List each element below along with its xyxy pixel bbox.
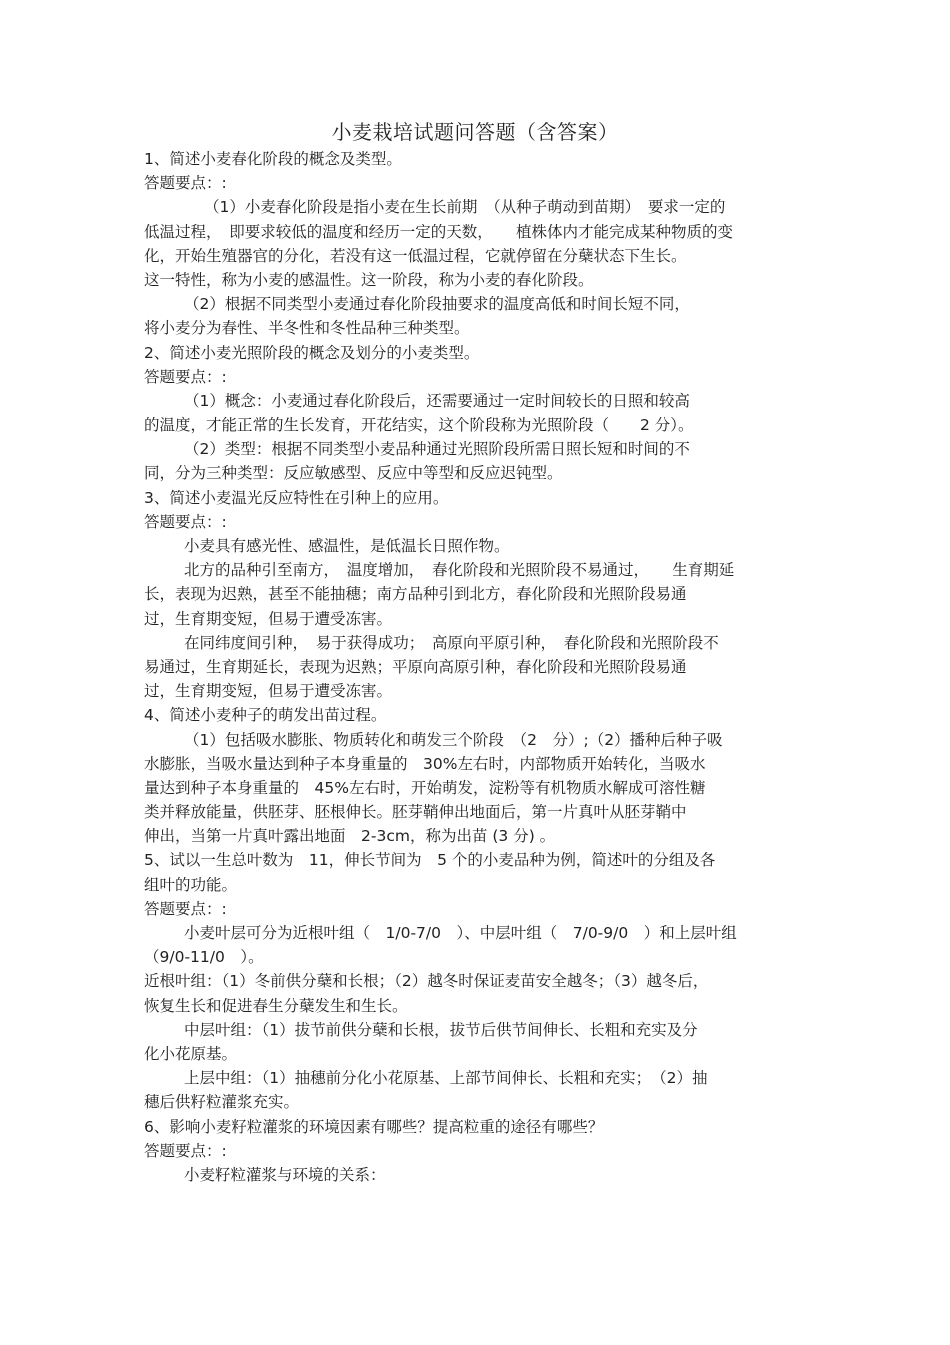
text-line: 答题要点：: bbox=[144, 367, 227, 386]
text-line: 答题要点：: bbox=[144, 174, 227, 193]
text-line: 答题要点：: bbox=[144, 512, 227, 531]
text-line: 水膨胀，当吸水量达到种子本身重量的 30%左右时，内部物质开始转化，当吸水 bbox=[144, 754, 706, 773]
text-line: 1、简述小麦春化阶段的概念及类型。 bbox=[144, 150, 402, 168]
text-line: 将小麦分为春性、半冬性和冬性品种三种类型。 bbox=[144, 319, 470, 338]
text-line: 6、影响小麦籽粒灌浆的环境因素有哪些？提高粒重的途径有哪些？ bbox=[144, 1117, 604, 1136]
text-line: 易通过，生育期延长，表现为迟熟；平原向高原引种，春化阶段和光照阶段易通 bbox=[144, 657, 687, 676]
text-line: 3、简述小麦温光反应特性在引种上的应用。 bbox=[144, 488, 449, 507]
text-line: 这一特性，称为小麦的感温性。这一阶段，称为小麦的春化阶段。 bbox=[144, 270, 594, 289]
text-line: 4、简述小麦种子的萌发出苗过程。 bbox=[144, 706, 387, 725]
text-line: （1）包括吸水膨胀、物质转化和萌发三个阶段 （2 分）;（2）播种后种子吸 bbox=[184, 730, 723, 749]
text-line: 类并释放能量，供胚芽、胚根伸长。胚芽鞘伸出地面后，第一片真叶从胚芽鞘中 bbox=[144, 803, 687, 822]
text-line: 组叶的功能。 bbox=[144, 875, 238, 894]
text-line: 伸出，当第一片真叶露出地面 2-3cm，称为出苗 (3 分) 。 bbox=[144, 827, 556, 846]
text-line: 答题要点：: bbox=[144, 1141, 227, 1160]
document-title: 小麦栽培试题问答题（含答案） bbox=[331, 120, 619, 144]
text-line: （2）类型：根据不同类型小麦品种通过光照阶段所需日照长短和时间的不 bbox=[184, 440, 690, 459]
text-line: 化小花原基。 bbox=[144, 1044, 238, 1063]
text-line: 在同纬度间引种， 易于获得成功； 高原向平原引种， 春化阶段和光照阶段不 bbox=[184, 633, 719, 652]
text-line: 同，分为三种类型：反应敏感型、反应中等型和反应迟钝型。 bbox=[144, 464, 563, 483]
text-line: 中层叶组：（1）拔节前供分蘖和长根，拔节后供节间伸长、长粗和充实及分 bbox=[184, 1020, 698, 1039]
text-line: 2、简述小麦光照阶段的概念及划分的小麦类型。 bbox=[144, 343, 480, 362]
text-line: 过，生育期变短，但易于遭受冻害。 bbox=[144, 682, 393, 701]
text-line: （1）概念：小麦通过春化阶段后，还需要通过一定时间较长的日照和较高 bbox=[184, 391, 690, 410]
text-line: 长，表现为迟熟，甚至不能抽穗；南方品种引到北方，春化阶段和光照阶段易通 bbox=[144, 585, 687, 604]
text-line: 近根叶组：（1）冬前供分蘖和长根；（2）越冬时保证麦苗安全越冬；（3）越冬后， bbox=[144, 972, 709, 991]
text-line: 恢复生长和促进春生分蘖发生和生长。 bbox=[144, 996, 408, 1015]
text-line: 小麦叶层可分为近根叶组（ 1/0-7/0 ）、中层叶组（ 7/0-9/0 ）和上层叶组 bbox=[184, 924, 737, 942]
text-line: 小麦具有感光性、感温性，是低温长日照作物。 bbox=[184, 537, 510, 555]
text-line: 小麦籽粒灌浆与环境的关系： bbox=[184, 1165, 386, 1184]
text-line: （1）小麦春化阶段是指小麦在生长前期 （从种子萌动到苗期） 要求一定的 bbox=[204, 198, 726, 217]
text-line: 北方的品种引至南方， 温度增加， 春化阶段和光照阶段不易通过， 生育期延 bbox=[184, 561, 735, 580]
document-body bbox=[144, 147, 808, 1187]
text-line: 化，开始生殖器官的分化，若没有这一低温过程，它就停留在分蘖状态下生长。 bbox=[144, 246, 687, 265]
text-line: 过，生育期变短，但易于遭受冻害。 bbox=[144, 609, 393, 628]
text-line: 穗后供籽粒灌浆充实。 bbox=[144, 1093, 300, 1112]
text-line: （2）根据不同类型小麦通过春化阶段抽要求的温度高低和时间长短不同， bbox=[184, 295, 690, 314]
text-line: 上层中组：（1）抽穗前分化小花原基、上部节间伸长、长粗和充实； （2）抽 bbox=[184, 1069, 708, 1088]
text-line: （9/0-11/0 ）。 bbox=[144, 948, 264, 967]
text-line: 答题要点：: bbox=[144, 899, 227, 918]
text-line: 5、试以一生总叶数为 11，伸长节间为 5 个的小麦品种为例，简述叶的分组及各 bbox=[144, 851, 716, 870]
text-line: 量达到种子本身重量的 45%左右时，开始萌发，淀粉等有机物质水解成可溶性糖 bbox=[144, 778, 706, 797]
text-line: 的温度，才能正常的生长发育，开花结实，这个阶段称为光照阶段（ 2 分）。 bbox=[144, 416, 694, 435]
text-line: 低温过程， 即要求较低的温度和经历一定的天数， 植株体内才能完成某种物质的变 bbox=[144, 222, 734, 241]
